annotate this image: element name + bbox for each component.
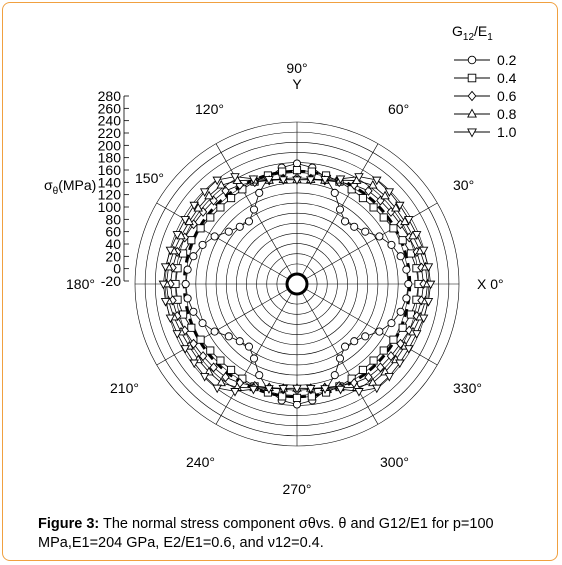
angle-label-60: 60° bbox=[388, 101, 410, 117]
legend bbox=[452, 23, 517, 140]
radial-tick-label: 220 bbox=[97, 125, 121, 141]
data-point bbox=[211, 233, 218, 240]
radial-tick-label: 280 bbox=[97, 88, 121, 104]
radial-tick-label: 20 bbox=[105, 248, 121, 265]
data-point bbox=[199, 241, 206, 248]
data-point bbox=[231, 389, 239, 396]
legend-label: 0.6 bbox=[497, 88, 517, 104]
angle-label-180: 180° bbox=[66, 276, 95, 292]
data-point bbox=[293, 167, 300, 174]
legend-label: 0.4 bbox=[497, 70, 517, 86]
data-point bbox=[279, 168, 286, 175]
caption-text: The normal stress component σθvs. θ and G12/E1 for p=100 MPa,E1=204 GPa, E2/E1=0.6, and ν12=0.4. bbox=[38, 516, 494, 551]
legend-marker bbox=[468, 129, 476, 137]
data-point bbox=[207, 214, 214, 221]
legend-label: 0.2 bbox=[497, 52, 517, 68]
data-point bbox=[227, 194, 234, 201]
data-point bbox=[211, 328, 218, 335]
data-point bbox=[388, 241, 395, 248]
radial-tick-label: 140 bbox=[97, 174, 121, 191]
data-point bbox=[341, 343, 348, 350]
data-point bbox=[184, 266, 191, 273]
radial-tick-label: 60 bbox=[105, 223, 121, 240]
data-point bbox=[250, 355, 257, 362]
data-point bbox=[188, 324, 195, 331]
data-point bbox=[225, 333, 232, 340]
data-point bbox=[370, 204, 377, 211]
angle-label-210: 210° bbox=[110, 380, 139, 396]
data-point bbox=[207, 347, 214, 354]
data-point bbox=[397, 308, 404, 315]
legend-marker bbox=[468, 74, 476, 82]
data-point bbox=[188, 237, 195, 244]
data-point bbox=[388, 320, 395, 327]
radial-tick-label: 200 bbox=[97, 137, 121, 154]
center-ring bbox=[287, 274, 307, 294]
data-point bbox=[308, 168, 315, 175]
angle-label-270: 270° bbox=[282, 481, 312, 497]
radial-tick-label: 120 bbox=[97, 186, 121, 203]
angle-label-90: 90° bbox=[286, 60, 308, 76]
radial-tick-label: 180 bbox=[97, 149, 121, 166]
legend-label: 1.0 bbox=[497, 124, 517, 140]
caption-label: Figure 3: bbox=[38, 516, 100, 532]
data-point bbox=[331, 372, 338, 379]
data-point bbox=[250, 206, 257, 213]
data-point bbox=[399, 324, 406, 331]
data-point bbox=[293, 401, 300, 408]
data-point bbox=[362, 333, 369, 340]
legend-entry-0.8 bbox=[454, 106, 517, 122]
data-point bbox=[201, 373, 209, 380]
legend-entry-0.4 bbox=[454, 70, 517, 86]
data-point bbox=[341, 218, 348, 225]
data-point bbox=[225, 228, 232, 235]
angle-label-330: 330° bbox=[453, 380, 482, 396]
data-point bbox=[293, 394, 300, 401]
angle-label-300: 300° bbox=[380, 454, 409, 470]
data-point bbox=[390, 225, 397, 232]
data-point bbox=[199, 320, 206, 327]
data-point bbox=[308, 393, 315, 400]
radial-tick-label: 100 bbox=[97, 199, 121, 215]
data-point bbox=[351, 223, 358, 230]
angle-label-150: 150° bbox=[135, 170, 164, 186]
angle-label-30: 30° bbox=[453, 177, 475, 193]
data-point bbox=[397, 253, 404, 260]
data-point bbox=[217, 357, 224, 364]
data-point bbox=[256, 372, 263, 379]
legend-marker bbox=[468, 56, 476, 64]
figure-caption bbox=[38, 515, 538, 553]
angle-label-0: X 0° bbox=[477, 276, 504, 292]
data-point bbox=[236, 223, 243, 230]
radial-tick-label: 40 bbox=[105, 236, 121, 252]
data-point bbox=[376, 328, 383, 335]
radial-tick-label: 160 bbox=[97, 162, 121, 178]
data-point bbox=[390, 336, 397, 343]
data-point bbox=[403, 295, 410, 302]
data-point bbox=[245, 343, 252, 350]
radial-tick-label: 240 bbox=[97, 112, 121, 129]
radial-tick-label: -20 bbox=[100, 273, 121, 289]
legend-entry-1.0 bbox=[454, 124, 517, 140]
data-point bbox=[355, 389, 363, 396]
data-point bbox=[217, 204, 224, 211]
data-point bbox=[380, 214, 387, 221]
radial-axis-title: $\sigma_\theta(MPa)$ bbox=[44, 177, 97, 197]
radial-tick-label: 0 bbox=[113, 260, 121, 277]
data-point bbox=[331, 189, 338, 196]
angle-label-240: 240° bbox=[186, 454, 215, 470]
data-point bbox=[405, 280, 412, 287]
legend-marker bbox=[468, 91, 476, 100]
data-point bbox=[370, 357, 377, 364]
data-point bbox=[190, 308, 197, 315]
data-point bbox=[336, 206, 343, 213]
data-point bbox=[376, 233, 383, 240]
data-point bbox=[403, 266, 410, 273]
data-point bbox=[279, 393, 286, 400]
legend-entry-0.2 bbox=[454, 52, 517, 68]
legend-marker bbox=[468, 109, 476, 117]
legend-label: 0.8 bbox=[497, 106, 517, 122]
legend-title: $G_{12}/E_1$ bbox=[452, 23, 493, 43]
y-axis-letter: Y bbox=[292, 76, 302, 92]
data-point bbox=[256, 189, 263, 196]
data-point bbox=[227, 366, 234, 373]
data-point bbox=[245, 218, 252, 225]
data-point bbox=[359, 366, 366, 373]
data-point bbox=[197, 225, 204, 232]
data-point bbox=[399, 237, 406, 244]
data-point bbox=[184, 295, 191, 302]
data-point bbox=[336, 355, 343, 362]
legend-entry-0.6 bbox=[454, 88, 517, 104]
data-point bbox=[351, 338, 358, 345]
data-point bbox=[362, 228, 369, 235]
radial-axis bbox=[44, 88, 129, 289]
data-point bbox=[293, 160, 300, 167]
radial-tick-label: 260 bbox=[97, 100, 121, 117]
data-point bbox=[197, 336, 204, 343]
data-point bbox=[380, 347, 387, 354]
data-point bbox=[385, 373, 393, 380]
data-point bbox=[359, 194, 366, 201]
radial-tick-label: 80 bbox=[105, 211, 121, 228]
angle-labels bbox=[66, 60, 504, 497]
data-point bbox=[236, 338, 243, 345]
angle-label-120: 120° bbox=[195, 101, 224, 117]
data-point bbox=[190, 253, 197, 260]
data-point bbox=[182, 280, 189, 287]
